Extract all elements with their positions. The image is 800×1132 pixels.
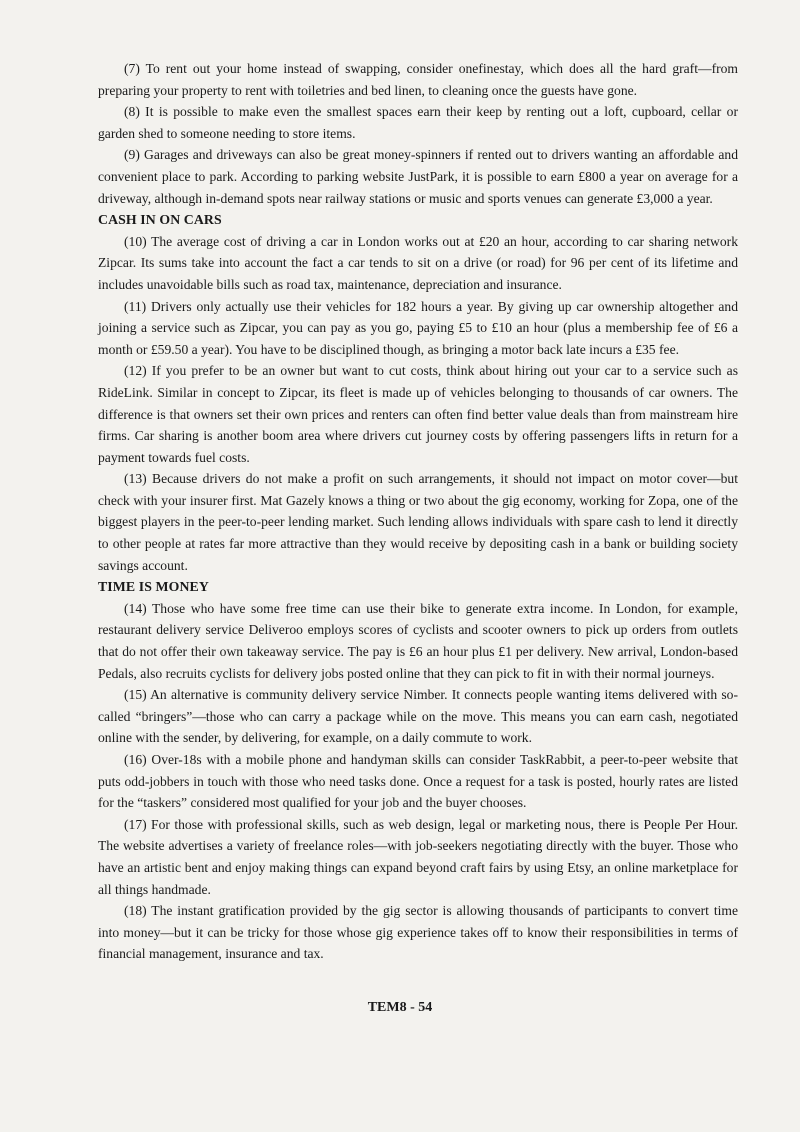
paragraph-9: (9) Garages and driveways can also be great money-spinners if rented out to drivers wanting an affordable and convenient place to park. According to parking website JustPark, it is possible to earn £800 a year on average for a driveway, although in-demand spots near railway stations or music and sports venues can generate £3,000 a year. <box>98 147 738 206</box>
section-heading-time-is-money: TIME IS MONEY <box>98 579 209 595</box>
paragraph-12: (12) If you prefer to be an owner but want to cut costs, think about hiring out your car to a service such as RideLink. Similar in concept to Zipcar, its fleet is made up of vehicles belonging to thousands of car owners. The difference is that owners set their own prices and renters can often find better value deals than from mainstream hire firms. Car sharing is another boom area where drivers cut journey costs by offering passengers lifts in return for a payment towards fuel costs. <box>98 363 738 465</box>
paragraph-17: (17) For those with professional skills, such as web design, legal or marketing nous, there is People Per Hour. The website advertises a variety of freelance roles—with job-seekers negotiating directly with the buyer. Those who have an artistic bent and enjoy making things can expand beyond craft fairs by using Etsy, an online marketplace for all things handmade. <box>98 816 738 897</box>
paragraph-11: (11) Drivers only actually use their vehicles for 182 hours a year. By giving up car ownership altogether and joining a service such as Zipcar, you can pay as you go, paying £5 to £10 an hour (plus a membership fee of £6 a month or £59.50 a year). You have to be disciplined though, as bringing a motor back late incurs a £35 fee. <box>98 298 738 357</box>
paragraph-18: (18) The instant gratification provided by the gig sector is allowing thousands of participants to convert time into money—but it can be tricky for those whose gig experience takes off to know their responsibilities in terms of financial management, insurance and tax. <box>98 903 738 962</box>
paragraph-10: (10) The average cost of driving a car in London works out at £20 an hour, according to car sharing network Zipcar. Its sums take into account the fact a car tends to sit on a drive (or road) for 96 per cent of its lifetime and includes unavoidable bills such as road tax, maintenance, depreciation and insurance. <box>98 233 738 292</box>
paragraph-13: (13) Because drivers do not make a profit on such arrangements, it should not impact on motor cover—but check with your insurer first. Mat Gazely knows a thing or two about the gig economy, working for Zopa, one of the biggest players in the peer-to-peer lending market. Such lending allows individuals with spare cash to lend it directly to other people at rates far more attractive than they would receive by depositing cash in a bank or building society savings account. <box>98 471 738 573</box>
paragraph-7: (7) To rent out your home instead of swapping, consider onefinestay, which does all the hard graft—from preparing your property to rent with toiletries and bed linen, to cleaning once the guests have gone. <box>98 61 738 98</box>
paragraph-16: (16) Over-18s with a mobile phone and handyman skills can consider TaskRabbit, a peer-to-peer website that puts odd-jobbers in touch with those who need tasks done. Once a request for a task is posted, hourly rates are listed for the “taskers” considered most qualified for your job and the buyer chooses. <box>98 752 738 811</box>
page-number-footer: TEM8 - 54 <box>367 1000 433 1015</box>
paragraph-15: (15) An alternative is community delivery service Nimber. It connects people wanting items delivered with so-called “bringers”—those who can carry a package while on the move. This means you can earn cash, negotiated online with the sender, by delivering, for example, on a daily commute to work. <box>98 687 738 746</box>
paragraph-8: (8) It is possible to make even the smallest spaces earn their keep by renting out a loft, cupboard, cellar or garden shed to someone needing to store items. <box>98 104 738 141</box>
section-heading-cash-in-on-cars: CASH IN ON CARS <box>98 212 222 228</box>
paragraph-14: (14) Those who have some free time can use their bike to generate extra income. In London, for example, restaurant delivery service Deliveroo employs scores of cyclists and scooter owners to pick up orders from outlets that do not offer their own takeaway service. The pay is £6 an hour plus £1 per delivery. New arrival, London-based Pedals, also recruits cyclists for delivery jobs posted online that they can pick to fit in with their normal journeys. <box>98 600 738 681</box>
